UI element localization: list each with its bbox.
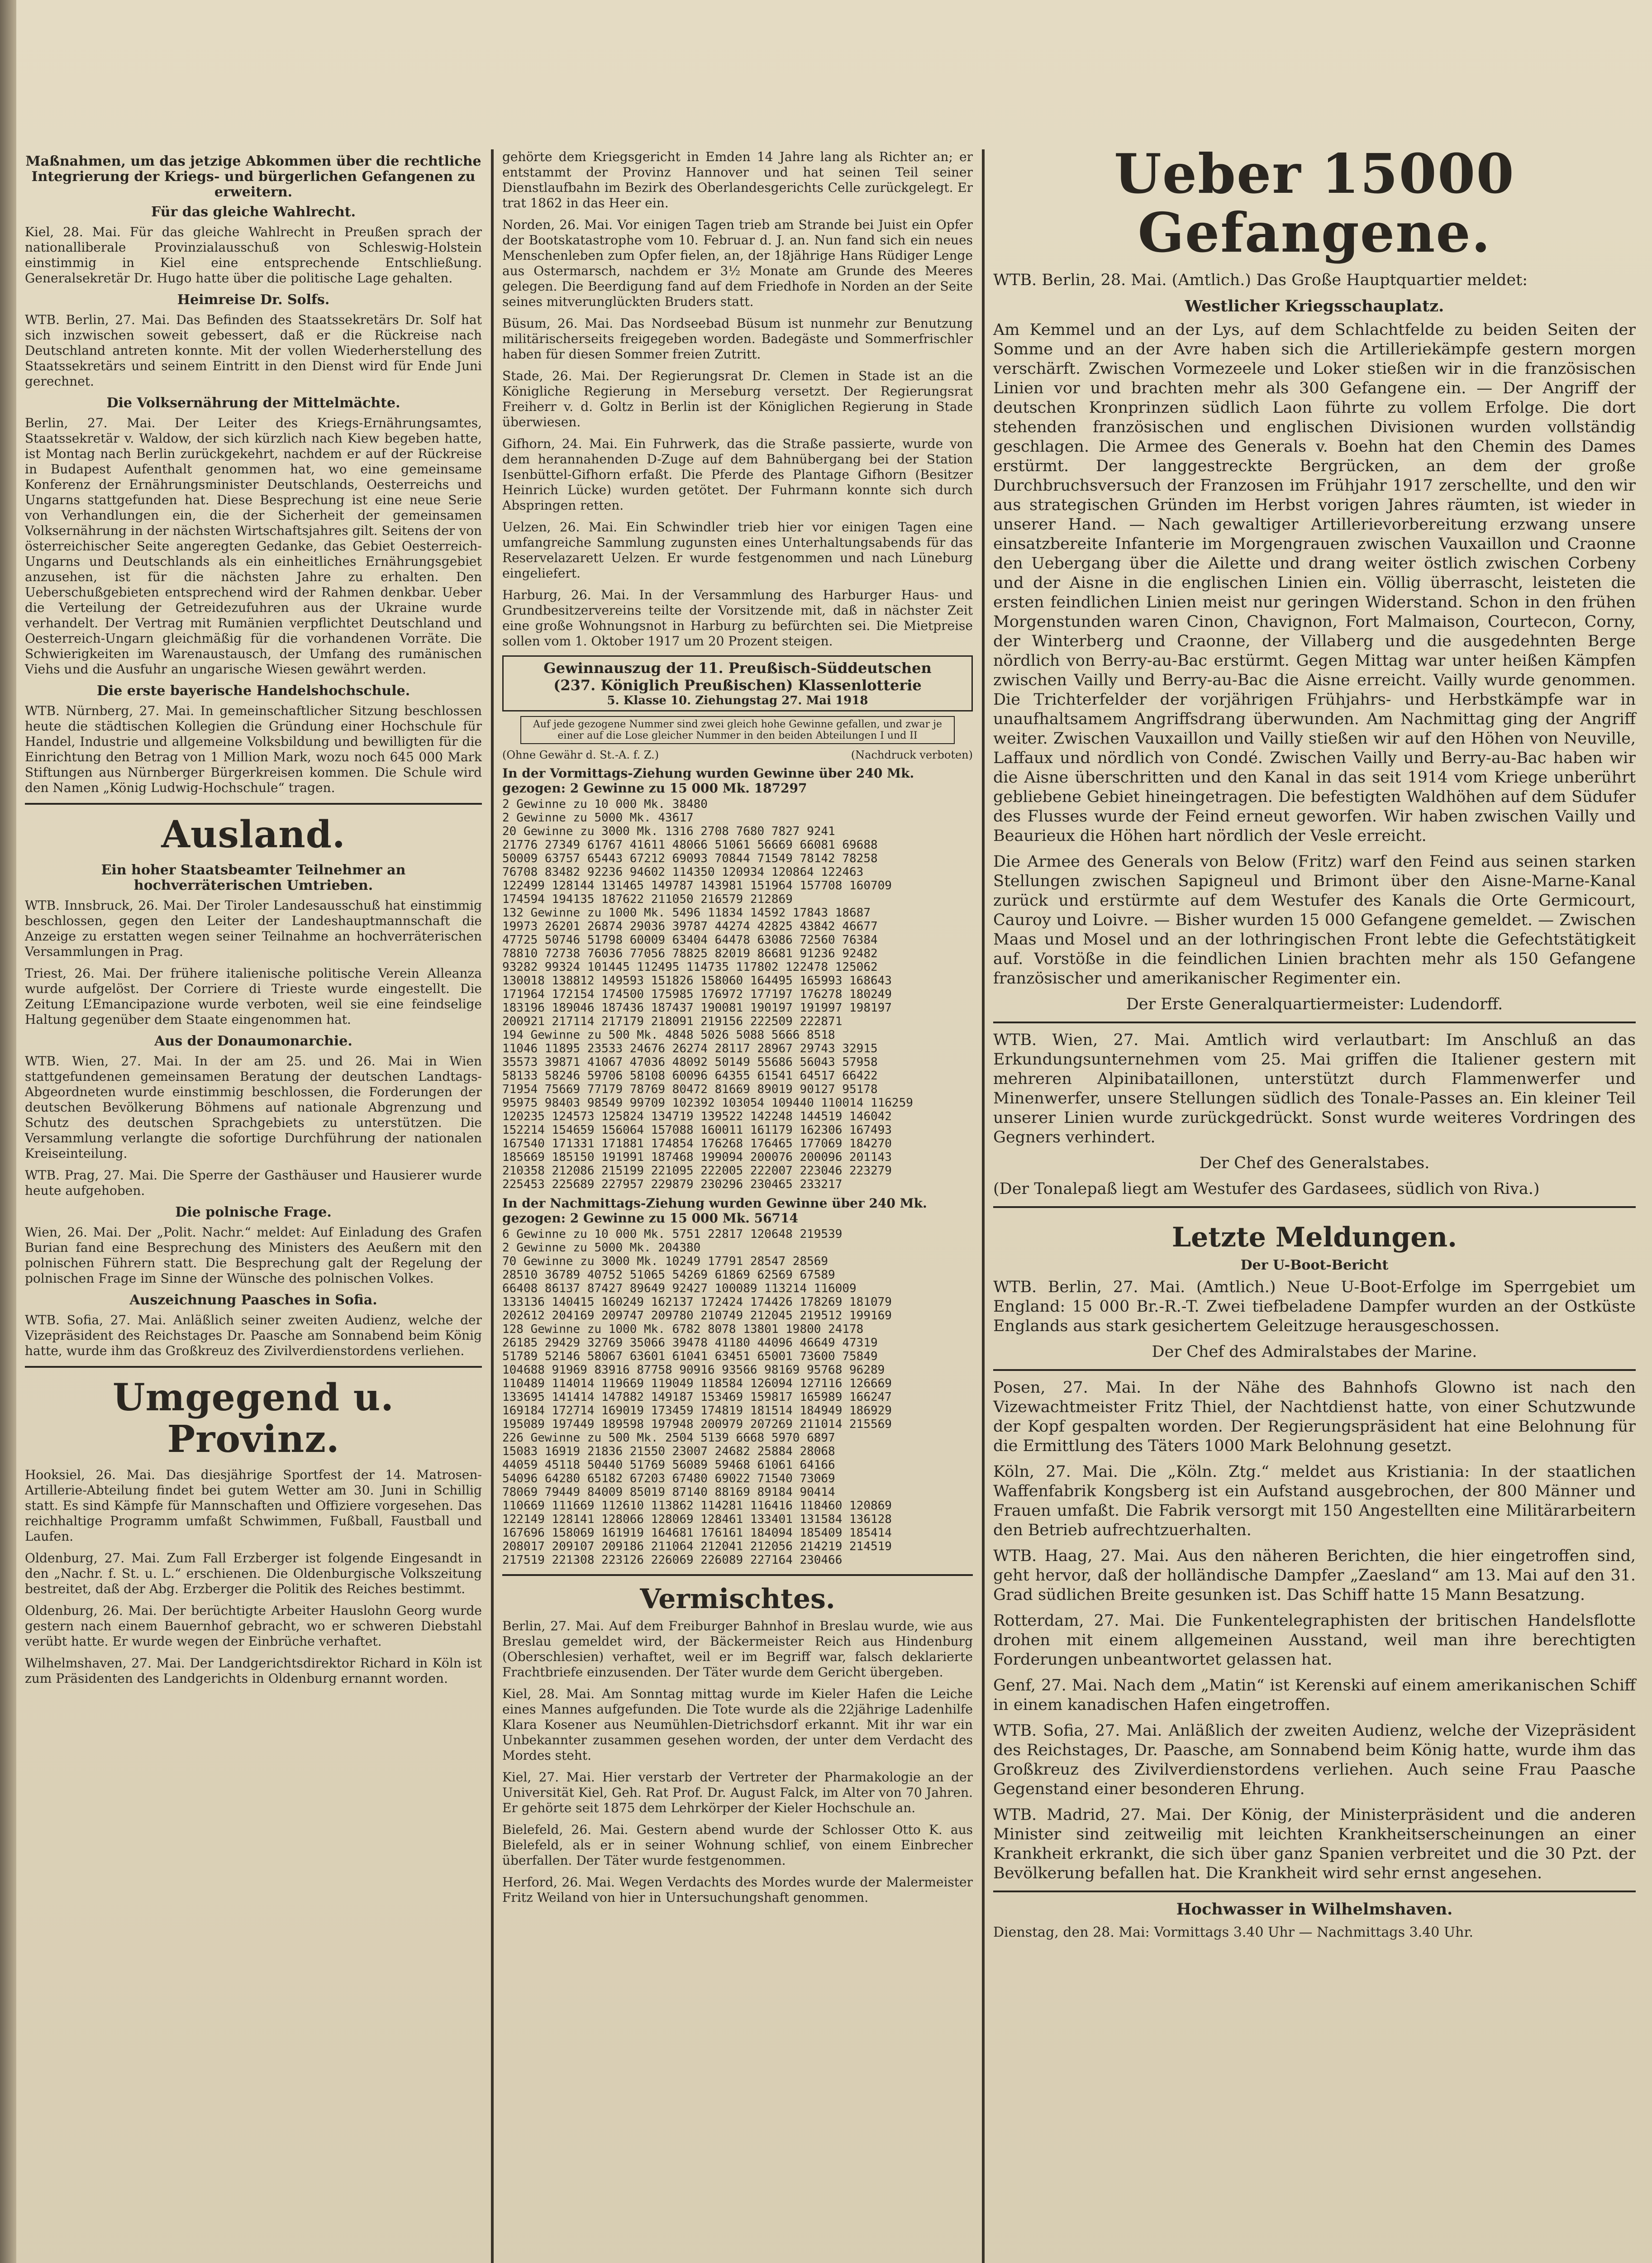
- lottery-number-line: 70 Gewinne zu 3000 Mk. 10249 17791 28547 28569: [502, 1255, 828, 1268]
- lottery-number-line: 174594 194135 187622 211050 216579 212869: [502, 893, 793, 906]
- lottery-number-line: 130018 138812 149593 151826 158060 164495 165993 168643: [502, 974, 892, 988]
- article-handelshochschule: WTB. Nürnberg, 27. Mai. In gemeinschaftlicher Sitzung beschlossen heute die städtischen Kollegien die Gründung einer Hochschule für Handel, Industrie und allgemeine Volksbildung und bewilligten für die Einrichtung den Betrag von 1 Million Mark, wozu noch 645 000 Mark Stiftungen aus Nürnberger Bürgerkreisen kommen. Die Schule wird den Namen „König Ludwig-Hochschule“ tragen.: [25, 703, 482, 795]
- lottery-number-line: 2 Gewinne zu 10 000 Mk. 38480: [502, 797, 708, 811]
- section-divider: [993, 1206, 1636, 1208]
- lottery-number-line: 217519 221308 223126 226069 226089 227164 230466: [502, 1553, 843, 1567]
- lottery-guarantee: (Ohne Gewähr d. St.-A. f. Z.): [502, 749, 659, 761]
- lottery-number-line: 78069 79449 84009 85019 87140 88169 89184 90414: [502, 1485, 835, 1499]
- report-chef-admiralstab: Der Chef des Admiralstabes der Marine.: [1152, 1343, 1477, 1361]
- lottery-number-line: 54096 64280 65182 67203 67480 69022 71540 73069: [502, 1472, 835, 1485]
- article-vermischtes-2: Kiel, 28. Mai. Am Sonntag mittag wurde im Kieler Hafen die Leiche eines Mannes aufgefunden. Die Tote wurde als die 22jährige Ladenhilfe Klara Kosener aus Neumühlen-Dietrichsdorf erkannt. Mit ihr war ein Unbekannter zusammen gesehen worden, der unter dem Verdacht des Mordes steht.: [502, 1686, 973, 1763]
- lottery-number-line: 47725 50746 51798 60009 63404 64478 63086 72560 76384: [502, 933, 878, 947]
- lottery-number-line: 58133 58246 59706 58108 60096 64355 61541 64517 66422: [502, 1069, 878, 1083]
- lottery-number-line: 15083 16919 21836 21550 23007 24682 25884 28068: [502, 1445, 835, 1458]
- lottery-number-line: 195089 197449 189598 197948 200979 207269 211014 215569: [502, 1418, 892, 1431]
- page-binding-edge: [0, 0, 16, 2263]
- lottery-number-line: 120235 124573 125824 134719 139522 142248 144519 146042: [502, 1110, 892, 1123]
- heading-solf: Heimreise Dr. Solfs.: [177, 292, 330, 308]
- section-divider: [25, 803, 482, 805]
- report-genf: Genf, 27. Mai. Nach dem „Matin“ ist Kerenski auf einem amerikanischen Schiff in einem kanadischen Hafen eingetroffen.: [993, 1676, 1636, 1714]
- report-rotterdam: Rotterdam, 27. Mai. Die Funkentelegraphisten der britischen Handelsflotte drohen mit einem allgemeinen Ausstand, weil man ihre berechtigten Forderungen unbeantwortet gelassen hat.: [993, 1612, 1636, 1669]
- lottery-number-line: 183196 189046 187436 187437 190081 190197 191997 198197: [502, 1001, 892, 1015]
- lottery-morning-list: [502, 797, 973, 1191]
- lottery-number-line: 110669 111669 112610 113862 114281 116416 118460 120869: [502, 1499, 892, 1513]
- article-buesum: Büsum, 26. Mai. Das Nordseebad Büsum ist nunmehr zur Benutzung militärischerseits freigegeben worden. Badegäste und Sommerfrischler haben für diesen Sommer freien Zutritt.: [502, 316, 973, 362]
- heading-donaumonarchie: Aus der Donaumonarchie.: [154, 1033, 352, 1049]
- lottery-number-line: 210358 212086 215199 221095 222005 222007 223046 223279: [502, 1164, 892, 1178]
- lottery-number-line: 226 Gewinne zu 500 Mk. 2504 5139 6668 5970 6897: [502, 1431, 835, 1445]
- article-paasche: WTB. Sofia, 27. Mai. Anläßlich seiner zweiten Audienz, welche der Vizepräsident des Reichstages Dr. Paasche am Sonnabend beim König hatte, wurde ihm das Großkreuz des Zivilverdienstordens verliehen.: [25, 1313, 482, 1358]
- report-sofia: WTB. Sofia, 27. Mai. Anläßlich der zweiten Audienz, welche der Vizepräsident des Reichstages, Dr. Paasche, am Sonnabend beim König hatte, wurde ihm das Großkreuz des Zivilverdienstordens verliehen. Auch seine Frau Paasche Gegenstand einer besonderen Ehrung.: [993, 1722, 1636, 1798]
- lottery-afternoon-heading: In der Nachmittags-Ziehung wurden Gewinne über 240 Mk. gezogen: 2 Gewinne zu 15 000 Mk. 56714: [502, 1196, 927, 1226]
- lottery-number-line: 104688 91969 83916 87758 90916 93566 98169 95768 96289: [502, 1363, 885, 1377]
- lottery-number-line: 66408 86137 87427 89649 92427 100089 113214 116009: [502, 1282, 857, 1295]
- article-oldenburg-2: Oldenburg, 26. Mai. Der berüchtigte Arbeiter Hauslohn Georg wurde gestern nach einem Bauernhof gebracht, wo er schweren Diebstahl verübt hatte. Er wurde wegen der Einbrüche verhaftet.: [25, 1603, 482, 1649]
- heading-westlicher-kriegsschauplatz: Westlicher Kriegsschauplatz.: [1185, 297, 1444, 315]
- lottery-number-line: 2 Gewinne zu 5000 Mk. 43617: [502, 811, 694, 825]
- column-rule-2: [982, 149, 985, 2263]
- lottery-title-2: (237. Königlich Preußischen) Klassenlotterie: [553, 677, 922, 694]
- lottery-number-line: 202612 204169 209747 209780 210749 212045 219512 199169: [502, 1309, 892, 1322]
- lottery-number-line: 167540 171331 171881 174854 176268 176465 177069 184270: [502, 1137, 892, 1151]
- lottery-number-line: 133695 141414 147882 149187 153469 159817 165989 166247: [502, 1390, 892, 1404]
- article-gifhorn: Gifhorn, 24. Mai. Ein Fuhrwerk, das die Straße passierte, wurde von dem herannahenden D-Zuge auf dem Bahnübergang bei der Station Isenbüttel-Gifhorn erfaßt. Die Pferde des Plantage Gifhorn (Besitzer Heinrich Lücke) wurden getötet. Der Fuhrmann konnte sich durch Abspringen retten.: [502, 436, 973, 513]
- article-innsbruck: WTB. Innsbruck, 26. Mai. Der Tiroler Landesausschuß hat einstimmig beschlossen, gegen den Leiter der Landeshauptmannschaft die Anzeige zu erstatten wegen seiner Teilnahme an hochverräterischen Versammlungen in Prag.: [25, 898, 482, 959]
- lottery-meta: [502, 749, 973, 761]
- lottery-number-line: 76708 83482 92236 94602 114350 120934 120864 122463: [502, 865, 864, 879]
- article-norden: Norden, 26. Mai. Vor einigen Tagen trieb am Strande bei Juist ein Opfer der Bootskatastrophe vom 10. Februar d. J. an. Nun fand sich ein neues Menschenleben zum Opfer fielen, an, der 18jährige Hans Rüdiger Lenge aus Ostermarsch, nachdem er 3½ Monate am Grunde des Meeres gelegen. Die Beerdigung fand auf dem Friedhofe in Norden an der Seite seines mitverunglückten Bruders statt.: [502, 217, 973, 309]
- report-madrid: WTB. Madrid, 27. Mai. Der König, der Ministerpräsident und die anderen Minister sind zeitweilig mit leichten Krankheitserscheinungen an einer Krankheit erkrankt, die sich über ganz Spanien verbreitet und die 30 Pzt. der Bevölkerung befallen hat. Die Krankheit wird sehr ernst angesehen.: [993, 1806, 1636, 1882]
- lottery-number-line: 95975 98403 98549 99709 102392 103054 109440 110014 116259: [502, 1096, 913, 1110]
- section-divider: [502, 1574, 973, 1576]
- article-wien: WTB. Wien, 27. Mai. In der am 25. und 26. Mai in Wien stattgefundenen gemeinsamen Beratung der deutschen Landtags-Abgeordneten wurde einstimmig beschlossen, die Forderungen der deutschen Bevölkerung Böhmens auf nationale Abgrenzung und Schutz des deutschen Sprachgebiets zu unterstützen. Die Versammlung verlangte die sofortige Durchführung der nationalen Kreiseinteilung.: [25, 1054, 482, 1161]
- report-uboot: WTB. Berlin, 27. Mai. (Amtlich.) Neue U-Boot-Erfolge im Sperrgebiet um England: 15 000 Br.-R.-T. Zwei tiefbeladene Dampfer wurden an der Ostküste Englands aus stark gesichertem Geleitzuge herausgeschossen.: [993, 1278, 1636, 1335]
- article-kiel: Kiel, 28. Mai. Für das gleiche Wahlrecht in Preußen sprach der nationalliberale Provinzialausschuß von Schleswig-Holstein einstimmig in Kiel eine entsprechende Entschließung. Generalsekretär Dr. Hugo hatte über die politische Lage gehalten.: [25, 224, 482, 286]
- article-wilhelmshaven: Wilhelmshaven, 27. Mai. Der Landgerichtsdirektor Richard in Köln ist zum Präsidenten des Landgerichts in Oldenburg ernannt worden.: [25, 1656, 482, 1686]
- lottery-number-line: 6 Gewinne zu 10 000 Mk. 5751 22817 120648 219539: [502, 1227, 843, 1241]
- lottery-number-line: 26185 29429 32769 35066 39478 41180 44096 46649 47319: [502, 1336, 878, 1350]
- heading-wahlrecht: Für das gleiche Wahlrecht.: [151, 204, 356, 220]
- section-divider: [993, 1022, 1636, 1023]
- lottery-number-line: 194 Gewinne zu 500 Mk. 4848 5026 5088 5666 8518: [502, 1028, 835, 1042]
- article-stade: Stade, 26. Mai. Der Regierungsrat Dr. Clemen in Stade ist an die Königliche Regierung in Merseburg versetzt. Der Regierungsrat Freiherr v. d. Goltz in Berlin ist der Königlichen Regierung in Stade überwiesen.: [502, 368, 973, 430]
- lottery-number-line: 128 Gewinne zu 1000 Mk. 6782 8078 13801 19800 24178: [502, 1322, 864, 1336]
- article-prag: WTB. Prag, 27. Mai. Die Sperre der Gasthäuser und Hausierer wurde heute aufgehoben.: [25, 1168, 482, 1198]
- report-lead: WTB. Berlin, 28. Mai. (Amtlich.) Das Große Hauptquartier meldet:: [993, 271, 1528, 289]
- article-kriegsgericht: gehörte dem Kriegsgericht in Emden 14 Jahre lang als Richter an; er entstammt der Provinz Hannover und hat seinen Teil seiner Dienstlaufbahn im Bezirk des Oberlandesgerichts Celle zurückgelegt. Er trat 1862 in das Heer ein.: [502, 149, 973, 210]
- lottery-number-line: 35573 39871 41067 47036 48092 50149 55686 56043 57958: [502, 1055, 878, 1069]
- lottery-number-line: 225453 225689 227957 229879 230296 230465 233217: [502, 1178, 843, 1191]
- lottery-number-line: 51789 52146 58067 63601 61041 63451 65001 73600 75849: [502, 1350, 878, 1363]
- lottery-number-line: 185669 185150 191991 187468 199094 200076 200096 201143: [502, 1151, 892, 1164]
- report-chef-generalstab: Der Chef des Generalstabes.: [1199, 1154, 1430, 1172]
- article-polen: Wien, 26. Mai. Der „Polit. Nachr.“ meldet: Auf Einladung des Grafen Burian fand eine Besprechung des Ministers des Aeußern mit den polnischen Führern statt. Die Besprechung galt der Regelung der polnischen Frage im Sinne der Wünsche des polnischen Volkes.: [25, 1225, 482, 1286]
- lottery-number-line: 169184 172714 169019 173459 174819 181514 184949 186929: [502, 1404, 892, 1418]
- section-head-ausland: Ausland.: [161, 813, 346, 856]
- hochwasser-times: Dienstag, den 28. Mai: Vormittags 3.40 Uhr — Nachmittags 3.40 Uhr.: [993, 1924, 1474, 1940]
- lottery-number-line: 50009 63757 65443 67212 69093 70844 71549 78142 78258: [502, 852, 878, 865]
- column-rule-1: [491, 149, 494, 2263]
- article-uelzen: Uelzen, 26. Mai. Ein Schwindler trieb hier vor einigen Tagen eine umfangreiche Sammlung zugunsten eines Unterhaltungsabends für das Reservelazarett Uelzen. Er wurde festgenommen und nach Lüneburg eingeliefert.: [502, 520, 973, 581]
- lottery-number-line: 2 Gewinne zu 5000 Mk. 204380: [502, 1241, 701, 1255]
- article-oldenburg: Oldenburg, 27. Mai. Zum Fall Erzberger ist folgende Eingesandt in den „Nachr. f. St. u. L.“ erschienen. Die Oldenburgische Volkszeitung bestreitet, daß der Abg. Erzberger die Politik des Reiches bestimmt.: [25, 1551, 482, 1596]
- lottery-header: [502, 655, 973, 711]
- article-vermischtes-4: Bielefeld, 26. Mai. Gestern abend wurde der Schlosser Otto K. aus Bielefeld, als er in seiner Wohnung schlief, von einem Einbrecher überfallen. Der Täter wurde festgenommen.: [502, 1822, 973, 1868]
- lottery-number-line: 71954 75669 77179 78769 80472 81669 89019 90127 95178: [502, 1083, 878, 1096]
- section-head-vermischtes: Vermischtes.: [640, 1583, 835, 1615]
- lottery-number-line: 28510 36789 40752 51065 54269 61869 62569 67589: [502, 1268, 835, 1282]
- article-harburg: Harburg, 26. Mai. In der Versammlung des Harburger Haus- und Grundbesitzervereins teilte der Vorsitzende mit, daß in nächster Zeit eine große Wohnungsnot in Harburg zu befürchten sei. Die Mietpreise sollen vom 1. Oktober 1917 um 20 Prozent steigen.: [502, 587, 973, 649]
- lottery-number-line: 122149 128141 128066 128069 128461 133401 131584 136128: [502, 1513, 892, 1526]
- article-solf: WTB. Berlin, 27. Mai. Das Befinden des Staatssekretärs Dr. Solf hat sich inzwischen soweit gebessert, daß er die Rückreise nach Deutschland antreten konnte. Mit der vollen Wiederherstellung des Staatssekretärs und seinem Eintritt in den Dienst wird für Ende Juni gerechnet.: [25, 312, 482, 389]
- heading-polnische-frage: Die polnische Frage.: [175, 1204, 332, 1220]
- article-hooksiel: Hooksiel, 26. Mai. Das diesjährige Sportfest der 14. Matrosen-Artillerie-Abteilung findet bei gutem Wetter am 30. Juni in Schillig statt. Es sind Kämpfe für Mannschaften und Offiziere vorgesehen. Das reichhaltige Programm umfaßt Schwimmen, Fußball, Faustball und Laufen.: [25, 1467, 482, 1544]
- lottery-title-1: Gewinnauszug der 11. Preußisch-Süddeutschen: [543, 659, 932, 677]
- report-haag: WTB. Haag, 27. Mai. Aus den näheren Berichten, die hier eingetroffen sind, geht hervor, daß der holländische Dampfer „Zaesland“ am 13. Mai auf den 31. Grad südlichen Breite gesunken ist. Das Schiff hatte 15 Mann Besatzung.: [993, 1547, 1636, 1604]
- lottery-number-line: 93282 99324 101445 112495 114735 117802 122478 125062: [502, 960, 878, 974]
- lottery-number-line: 21776 27349 61767 41611 48066 51061 56669 66081 69688: [502, 838, 878, 852]
- lottery-number-line: 208017 209107 209186 211064 212041 212056 214219 214519: [502, 1540, 892, 1553]
- article-vermischtes-5: Herford, 26. Mai. Wegen Verdachts des Mordes wurde der Malermeister Fritz Weiland von hier in Untersuchungshaft genommen.: [502, 1875, 973, 1905]
- column-middle: [502, 149, 973, 1912]
- heading-staatsbeamter: Ein hoher Staatsbeamter Teilnehmer an hochverräterischen Umtrieben.: [101, 862, 406, 893]
- section-divider: [25, 1366, 482, 1368]
- report-wien: WTB. Wien, 27. Mai. Amtlich wird verlautbart: Im Anschluß an das Erkundungsunternehmen vom 25. Mai griffen die Italiener gestern mit mehreren Alpinibataillonen, unterstützt durch Flammenwerfer und Minenwerfer, unsere Stellungen südlich des Tonale-Passes an. Ein kleiner Teil unserer Linien wurde zurückgedrückt. Sonst wurde weiteres Vordringen des Gegners verhindert.: [993, 1031, 1636, 1146]
- section-head-umgegend: Umgegend u. Provinz.: [113, 1376, 394, 1461]
- report-west-1: Am Kemmel und an der Lys, auf dem Schlachtfelde zu beiden Seiten der Somme und an der Avre haben sich die Artilleriekämpfe gestern morgen verschärft. Zwischen Vormezeele und Loker stießen wir in die französischen Linien vor und brachten mehr als 300 Gefangene ein. — Der Angriff der deutschen Kronprinzen südlich Laon führte zu vollem Erfolge. Die dort stehenden französischen und englischen Divisionen wurden vollständig geschlagen. Die Armee des Generals v. Boehn hat den Chemin des Dames erstürmt. Der langgestreckte Bergrücken, an dem der große Durchbruchsversuch der Franzosen im Frühjahr 1917 zerschellte, und den wir aus strategischen Gründen im Herbst vorigen Jahres räumten, ist wieder in unserer Hand. — Nach gewaltiger Artillerievorbereitung erzwang unsere einsatzbereite Infanterie im Morgengrauen zwischen Vauxaillon und Craonne den Uebergang über die Ailette und drang weiter östlich zwischen Corbeny und der Aisne in die englischen Linien ein. Völlig überrascht, leisteten die ersten feindlichen Linien meist nur geringen Widerstand. Schon in den frühen Morgenstunden waren Cinon, Chavignon, Fort Malmaison, Courtecon, Corny, der Winterberg und Craonne, der Villaberg und die ausgedehnten Berge nördlich von Berry-au-Bac erstürmt. Gegen Mittag war unter heißen Kämpfen zwischen Vailly und Berry-au-Bac die Aisne erreicht. Vailly wurde genommen. Die Trichterfelder der vorjährigen Frühjahrs- und Herbstkämpfe war in unaufhaltsamem Angriffsdrang überwunden. Am Nachmittag ging der Angriff weiter. Zwischen Vauxaillon und Vailly stießen wir auf den Höhen von Neuville, Laffaux und nördlich von Condé. Zwischen Vailly und Berry-au-Bac haben wir die Aisne überschritten und den Kanal in das seit 1914 vom Kriege unberührt gebliebene Gebiet hineingetragen. Die befestigten Waldhöhen auf dem Südufer des Flusses wurde der Feind erneut geworfen. Wir haben zwischen Vailly und Beaurieux die Höhen hart nördlich der Vesle erreicht.: [993, 321, 1636, 845]
- lottery-number-line: 44059 45118 50440 51769 56089 59468 61061 64166: [502, 1458, 835, 1472]
- report-koeln: Köln, 27. Mai. Die „Köln. Ztg.“ meldet aus Kristiania: In der staatlichen Waffenfabrik Kongsberg ist ein Aufstand ausgebrochen, der 800 Männer und Frauen umfaßt. Die Fabrik versorgt mit 150 Angestellten eine Militärarbeitern den Betrieb aufrechtzuerhalten.: [993, 1463, 1636, 1539]
- article-vermischtes-1: Berlin, 27. Mai. Auf dem Freiburger Bahnhof in Breslau wurde, wie aus Breslau gemeldet wird, der Bäckermeister Reich aus Hindenburg (Oberschlesien) verhaftet, weil er im Begriff war, falsch deklarierte Frachtbriefe einzusenden. Der Täter wurde dem Gericht übergeben.: [502, 1618, 973, 1680]
- lottery-number-line: 78810 72738 76036 77056 78825 82019 86681 91236 92482: [502, 947, 878, 960]
- main-headline: Ueber 15000 Gefangene.: [1114, 142, 1515, 265]
- lottery-number-line: 132 Gewinne zu 1000 Mk. 5496 11834 14592 17843 18687: [502, 906, 871, 920]
- article-triest: Triest, 26. Mai. Der frühere italienische politische Verein Alleanza wurde aufgelöst. Der Corriere di Trieste wurde eingestellt. Die Zeitung L’Emancipazione wurde verboten, weil sie eine feindselige Haltung gegenüber dem Staate eingenommen hat.: [25, 966, 482, 1027]
- lottery-title-3: 5. Klasse 10. Ziehungstag 27. Mai 1918: [607, 694, 868, 707]
- lottery-number-line: 167696 158069 161919 164681 176161 184094 185409 185414: [502, 1526, 892, 1540]
- heading-uboot-bericht: Der U-Boot-Bericht: [1240, 1257, 1389, 1273]
- heading-volksernaehrung: Die Volksernährung der Mittelmächte.: [106, 395, 400, 411]
- lottery-number-line: 110489 114014 119669 119049 118584 126094 127116 126669: [502, 1377, 892, 1390]
- report-posen: Posen, 27. Mai. In der Nähe des Bahnhofs Glowno ist nach den Vizewachtmeister Fritz Thiel, der Nachtdienst hatte, von einer Schutzwunde der Kopf gespalten worden. Der Regierungspräsident hat eine Belohnung für die Ermittlung des Täters 1000 Mark Belohnung gesetzt.: [993, 1379, 1636, 1455]
- section-divider: [993, 1891, 1636, 1892]
- report-west-2: Die Armee des Generals von Below (Fritz) warf den Feind aus seinen starken Stellungen zwischen Sapigneul und Brimont über den Aisne-Marne-Kanal zurück und erstürmte auf dem Westufer des Kanals die Orte Germicourt, Cauroy und Loivre. — Bisher wurden 15 000 Gefangene gemeldet. — Zwischen Maas und Mosel und an der lothringischen Front lebte die Gefechtstätigkeit auf. Vorstöße in die feindlichen Linien brachten mehr als 150 Gefangene französischer und amerikanischer Regimenter ein.: [993, 853, 1636, 988]
- lottery-afternoon-list: [502, 1227, 973, 1567]
- heading-hochwasser: Hochwasser in Wilhelmshaven.: [1176, 1900, 1453, 1919]
- lottery-number-line: 152214 154659 156064 157088 160011 161179 162306 167493: [502, 1123, 892, 1137]
- lottery-number-line: 19973 26201 26874 29036 39787 44274 42825 43842 46677: [502, 920, 878, 933]
- lottery-number-line: 20 Gewinne zu 3000 Mk. 1316 2708 7680 7827 9241: [502, 825, 835, 838]
- lottery-number-line: 200921 217114 217179 218091 219156 222509 222871: [502, 1015, 843, 1028]
- section-head-letzte-meldungen: Letzte Meldungen.: [1171, 1222, 1457, 1253]
- report-signature: Der Erste Generalquartiermeister: Ludendorff.: [1126, 995, 1503, 1013]
- lottery-number-line: 11046 11895 23533 24676 26274 28117 28967 29743 32915: [502, 1042, 878, 1055]
- report-tonale-note: (Der Tonalepaß liegt am Westufer des Gardasees, südlich von Riva.): [993, 1180, 1540, 1198]
- column-right: [993, 142, 1636, 1948]
- lottery-number-line: 171964 172154 174500 175985 176972 177197 176278 180249: [502, 988, 892, 1001]
- article-volksernaehrung: Berlin, 27. Mai. Der Leiter des Kriegs-Ernährungsamtes, Staatssekretär v. Waldow, der sich kürzlich nach Kiew begeben hatte, ist Montag nach Berlin zurückgekehrt, nachdem er auf der Rückreise in Budapest Aufenthalt genommen hat, wo eine gemeinsame Konferenz der Ernährungsminister Deutschlands, Oesterreichs und Ungarns stattgefunden hat. Diese Besprechung ist eine neue Serie von Verhandlungen ein, die der Sicherheit der gemeinsamen Volksernährung in der nächsten Wirtschaftsjahres gilt. Seitens der von österreichischer Seite angeregten Gedanke, das Gebiet Oesterreich-Ungarns und Deutschlands als ein einheitliches Ernährungsgebiet anzusehen, ist für die nächsten Jahre zu erhalten. Den Ueberschußgebieten entsprechend wird der Rahmen denkbar. Ueber die Verteilung der Getreidezufuhren aus der Ukraine wurde verhandelt. Der Vertrag mit Rumänien verpflichtet Deutschland und Oesterreich-Ungarn gleichmäßig für die vorhandenen Vorräte. Die Schwierigkeiten im Warenaustausch, der Umfang des rumänischen Viehs und die Ausfuhr an ungarische Wiesen gewährt werden.: [25, 415, 482, 677]
- lottery-note: Auf jede gezogene Nummer sind zwei gleich hohe Gewinne gefallen, und zwar je einer auf die Lose gleicher Nummer in den beiden Abteilungen I und II: [520, 716, 955, 744]
- heading-paasche: Auszeichnung Paasches in Sofia.: [129, 1292, 377, 1308]
- lottery-morning-heading: In der Vormittags-Ziehung wurden Gewinne über 240 Mk. gezogen: 2 Gewinne zu 15 000 Mk. 187297: [502, 766, 914, 796]
- lottery-number-line: 133136 140415 160249 162137 172424 174426 178269 181079: [502, 1295, 892, 1309]
- column-left: [25, 149, 482, 1693]
- heading-handelshochschule: Die erste bayerische Handelshochschule.: [96, 683, 410, 699]
- lottery-reprint: (Nachdruck verboten): [851, 749, 973, 761]
- lottery-number-line: 122499 128144 131465 149787 143981 151964 157708 160709: [502, 879, 892, 893]
- intro-text: Maßnahmen, um das jetzige Abkommen über die rechtliche Integrierung der Kriegs- und bürgerlichen Gefangenen zu erweitern.: [25, 153, 481, 200]
- section-divider: [993, 1369, 1636, 1371]
- article-vermischtes-3: Kiel, 27. Mai. Hier verstarb der Vertreter der Pharmakologie an der Universität Kiel, Geh. Rat Prof. Dr. August Falck, im Alter von 70 Jahren. Er gehörte seit 1875 dem Lehrkörper der Kieler Hochschule an.: [502, 1770, 973, 1815]
